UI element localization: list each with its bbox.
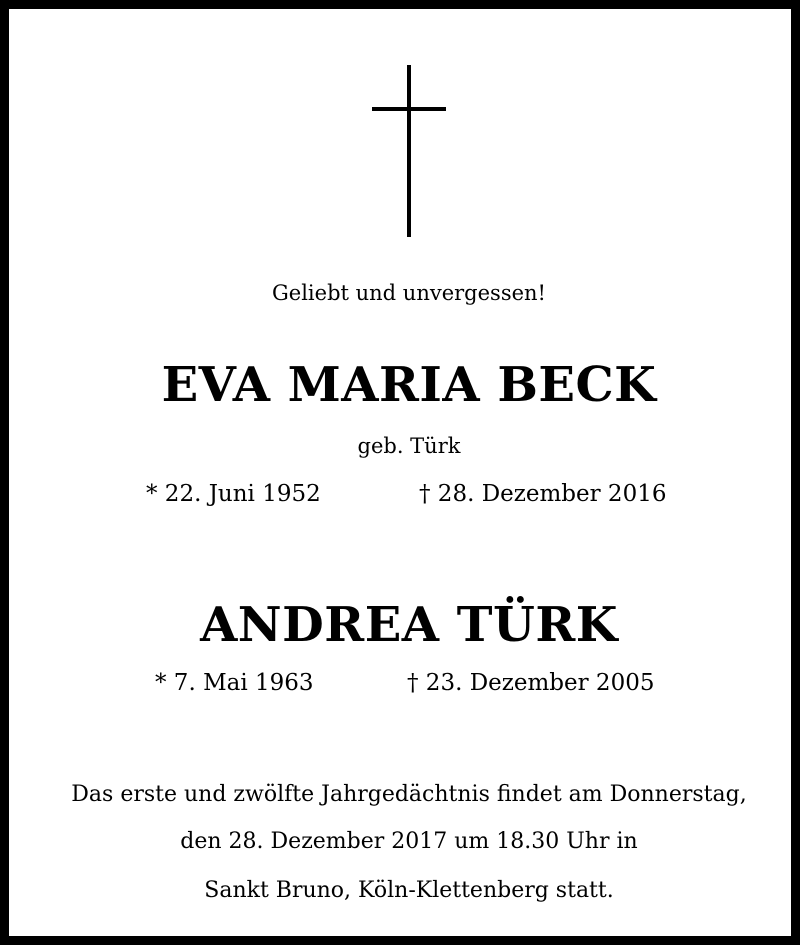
cross-vertical-bar [407, 65, 411, 237]
motto-text: Geliebt und unvergessen! [272, 281, 546, 305]
notice-line-1: Das erste und zwölfte Jahrgedächtnis findet am Donnerstag, [71, 782, 747, 807]
person1-name: EVA MARIA BECK [161, 357, 657, 413]
cross-icon [372, 65, 446, 237]
person2-death-date: † 23. Dezember 2005 [407, 670, 655, 696]
person1-death-date: † 28. Dezember 2016 [419, 481, 667, 507]
notice-line-2: den 28. Dezember 2017 um 18.30 Uhr in [180, 829, 638, 854]
notice-line-3: Sankt Bruno, Köln-Klettenberg statt. [204, 878, 614, 903]
person2-name: ANDREA TÜRK [200, 597, 618, 653]
person1-birth-name: geb. Türk [357, 434, 461, 458]
person1-birth-date: * 22. Juni 1952 [146, 481, 321, 507]
cross-horizontal-bar [372, 107, 446, 111]
person2-birth-date: * 7. Mai 1963 [155, 670, 314, 696]
